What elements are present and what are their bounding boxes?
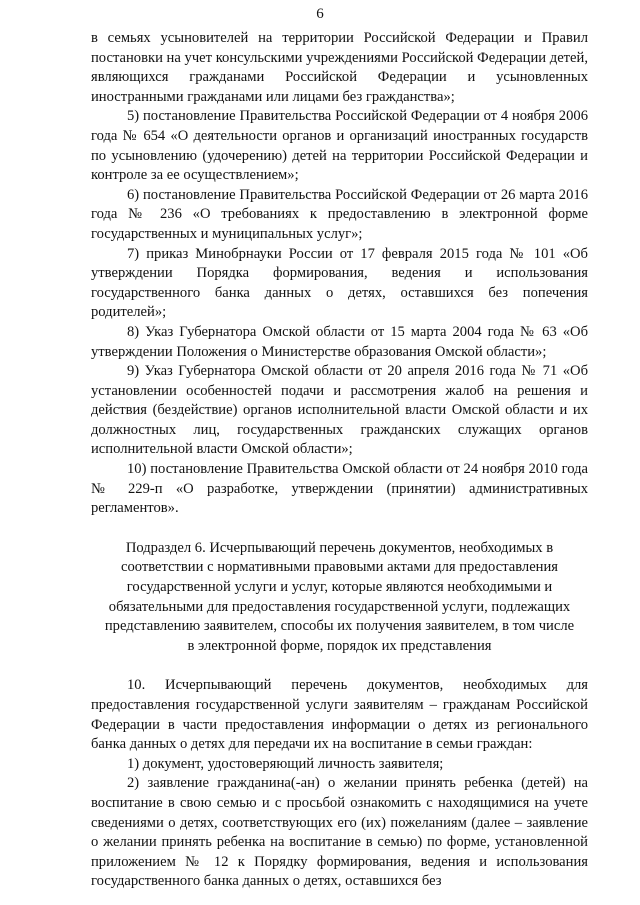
list-item-8: 8) Указ Губернатора Омской области от 15 марта 2004 года № 63 «Об утверждении Положения о Министерстве образования Омской области»; — [91, 323, 588, 360]
list-item-7: 7) приказ Минобрнауки России от 17 февраля 2015 года № 101 «Об утверждении Порядка формирования, ведения и использования государственного банка данных о детях, оставшихся без попечения родителей»; — [91, 245, 588, 321]
list-item-5: 5) постановление Правительства Российской Федерации от 4 ноября 2006 года № 654 «О деятельности органов и организаций иностранных государств по усыновлению (удочерению) детей на территории Российской Федерации и контроле за ее осуществлением»; — [91, 108, 588, 184]
page-number: 6 — [316, 6, 324, 22]
list-item-6: 6) постановление Правительства Российской Федерации от 26 марта 2016 года № 236 «О требованиях к предоставлению в электронной форме государственных и муниципальных услуг»; — [91, 186, 588, 242]
clause-10-item-2: 2) заявление гражданина(-ан) о желании принять ребенка (детей) на воспитание в свою семью и с просьбой ознакомить с находящимися на учете сведениями о детях, соответствующих его (их) пожеланиям (далее – заявление о желании принять ребенка на воспитание в семью) по форме, установленной приложением № 12 к Порядку формирования, ведения и использования государственного банка данных о детях, оставшихся без — [91, 775, 588, 890]
subsection-heading: Подраздел 6. Исчерпывающий перечень документов, необходимых в соответствии с нормативными правовыми актами для предоставления государственной услуги и услуг, которые являются необходимыми и обязательными для предоставления государственной услуги, подлежащих представлению заявителем, способы их получения заявителем, в том числе в электронной форме, порядок их представления — [104, 539, 575, 654]
paragraph-continuation: в семьях усыновителей на территории Российской Федерации и Правил постановки на учет консульскими учреждениями Российской Федерации детей, являющихся гражданами Российской Федерации и усыновленных иностранными гражданами или лицами без гражданства»; — [91, 30, 588, 105]
clause-10: 10. Исчерпывающий перечень документов, необходимых для предоставления государственной услуги заявителям – гражданам Российской Федерации в части предоставления информации о детях из регионального банка данных о детях для передачи их на воспитание в семьи граждан: — [91, 677, 588, 753]
clause-10-item-1: 1) документ, удостоверяющий личность заявителя; — [127, 755, 444, 772]
list-item-9: 9) Указ Губернатора Омской области от 20 апреля 2016 года № 71 «Об установлении особенностей подачи и рассмотрения жалоб на решения и действия (бездействие) органов исполнительной власти Омской области и их должностных лиц, государственных гражданских служащих органов исполнительной власти Омской области»; — [91, 363, 588, 458]
list-item-10: 10) постановление Правительства Омской области от 24 ноября 2010 года № 229-п «О разработке, утверждении (принятии) административных регламентов». — [91, 461, 588, 517]
document-body — [91, 29, 588, 892]
